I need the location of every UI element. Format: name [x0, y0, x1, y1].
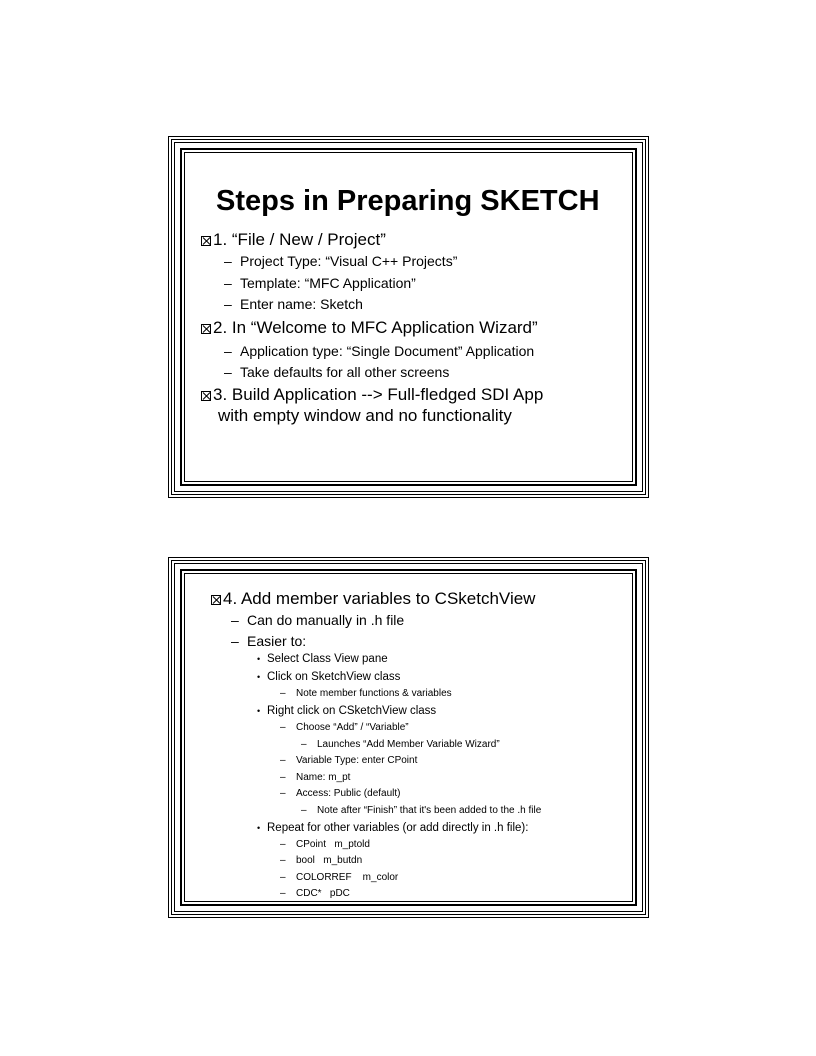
level4-item: – Choose “Add” / “Variable”	[280, 722, 409, 733]
sub-item: – Enter name: Sketch	[224, 296, 363, 312]
slide-1	[168, 136, 649, 498]
bullet-item: 2. In “Welcome to MFC Application Wizard”	[201, 318, 538, 338]
level4-item: – Variable Type: enter CPoint	[280, 755, 418, 766]
checkbox-x-icon	[201, 236, 211, 246]
checkbox-x-icon	[211, 595, 221, 605]
bullet-item: 3. Build Application --> Full-fledged SDI App	[201, 385, 543, 405]
sub-sub-item: • Click on SketchView class	[257, 671, 401, 683]
sub-sub-item: • Repeat for other variables (or add directly in .h file):	[257, 822, 529, 834]
sub-item: – Application type: “Single Document” Application	[224, 343, 535, 359]
sub-sub-item: • Select Class View pane	[257, 653, 388, 665]
level4-item: – Note member functions & variables	[280, 688, 452, 699]
level4-item-clipped: – CDC* pDC	[280, 888, 350, 898]
sub-item: – Take defaults for all other screens	[224, 364, 450, 380]
level4-item: – bool m_butdn	[280, 855, 363, 866]
sub-item: – Can do manually in .h file	[231, 612, 405, 628]
level5-item: – Launches “Add Member Variable Wizard”	[301, 739, 500, 750]
level4-item: – COLORREF m_color	[280, 872, 399, 883]
level4-item: – CPoint m_ptold	[280, 839, 370, 850]
sub-item: – Project Type: “Visual C++ Projects”	[224, 253, 458, 269]
sub-item: – Easier to:	[231, 633, 307, 649]
bullet-item-continuation: with empty window and no functionality	[218, 406, 512, 425]
slide-2	[168, 557, 649, 918]
level5-item: – Note after “Finish” that it's been added to the .h file	[301, 805, 542, 816]
level4-item: – Access: Public (default)	[280, 788, 401, 799]
checkbox-x-icon	[201, 391, 211, 401]
bullet-item: 4. Add member variables to CSketchView	[211, 589, 535, 609]
level4-item: – Name: m_pt	[280, 772, 351, 783]
bullet-item: 1. “File / New / Project”	[201, 230, 386, 250]
slide-title: Steps in Preparing SKETCH	[216, 185, 600, 217]
checkbox-x-icon	[201, 324, 211, 334]
sub-item: – Template: “MFC Application”	[224, 275, 416, 291]
sub-sub-item: • Right click on CSketchView class	[257, 705, 437, 717]
